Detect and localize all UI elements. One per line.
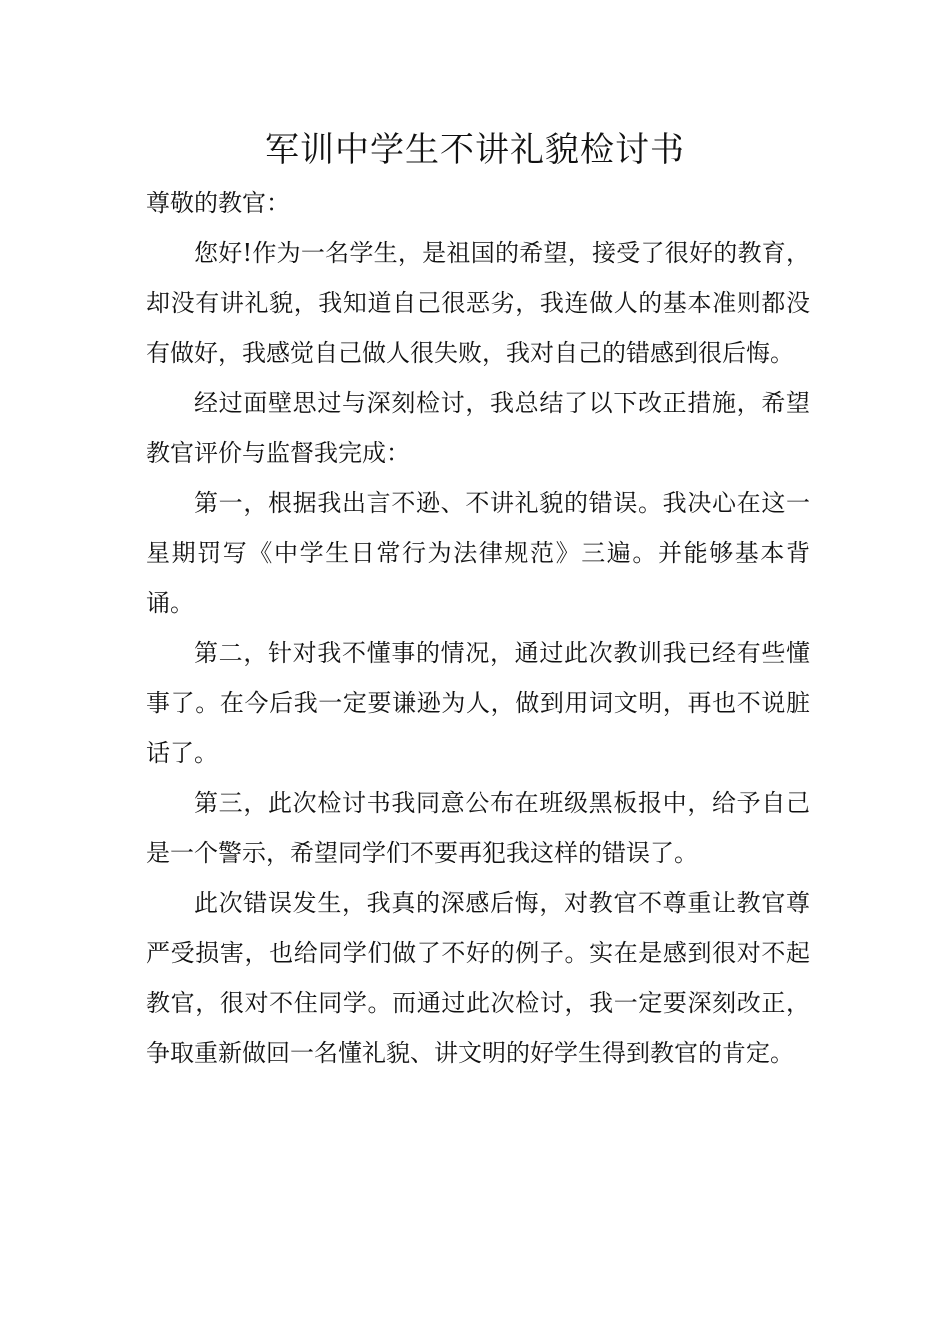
document-body bbox=[146, 178, 810, 1078]
salutation: 尊敬的教官： bbox=[146, 189, 290, 217]
paragraph-measure-second: 第二，针对我不懂事的情况，通过此次教训我已经有些懂事了。在今后我一定要谦逊为人，做到用词文明，再也不说脏话了。 bbox=[146, 639, 810, 767]
paragraph-measures-intro: 经过面壁思过与深刻检讨，我总结了以下改正措施，希望教官评价与监督我完成： bbox=[146, 389, 810, 467]
paragraph-measure-first: 第一，根据我出言不逊、不讲礼貌的错误。我决心在这一星期罚写《中学生日常行为法律规范》三遍。并能够基本背诵。 bbox=[146, 489, 810, 617]
paragraph-greeting: 您好!作为一名学生，是祖国的希望，接受了很好的教育，却没有讲礼貌，我知道自己很恶劣，我连做人的基本准则都没有做好，我感觉自己做人很失败，我对自己的错感到很后悔。 bbox=[146, 239, 810, 367]
paragraph-conclusion: 此次错误发生，我真的深感后悔，对教官不尊重让教官尊严受损害，也给同学们做了不好的例子。实在是感到很对不起教官，很对不住同学。而通过此次检讨，我一定要深刻改正，争取重新做回一名懂礼貌、讲文明的好学生得到教官的肯定。 bbox=[146, 889, 810, 1067]
paragraph-measure-third: 第三，此次检讨书我同意公布在班级黑板报中，给予自己是一个警示，希望同学们不要再犯我这样的错误了。 bbox=[146, 789, 810, 867]
document-title: 军训中学生不讲礼貌检讨书 bbox=[265, 130, 685, 170]
